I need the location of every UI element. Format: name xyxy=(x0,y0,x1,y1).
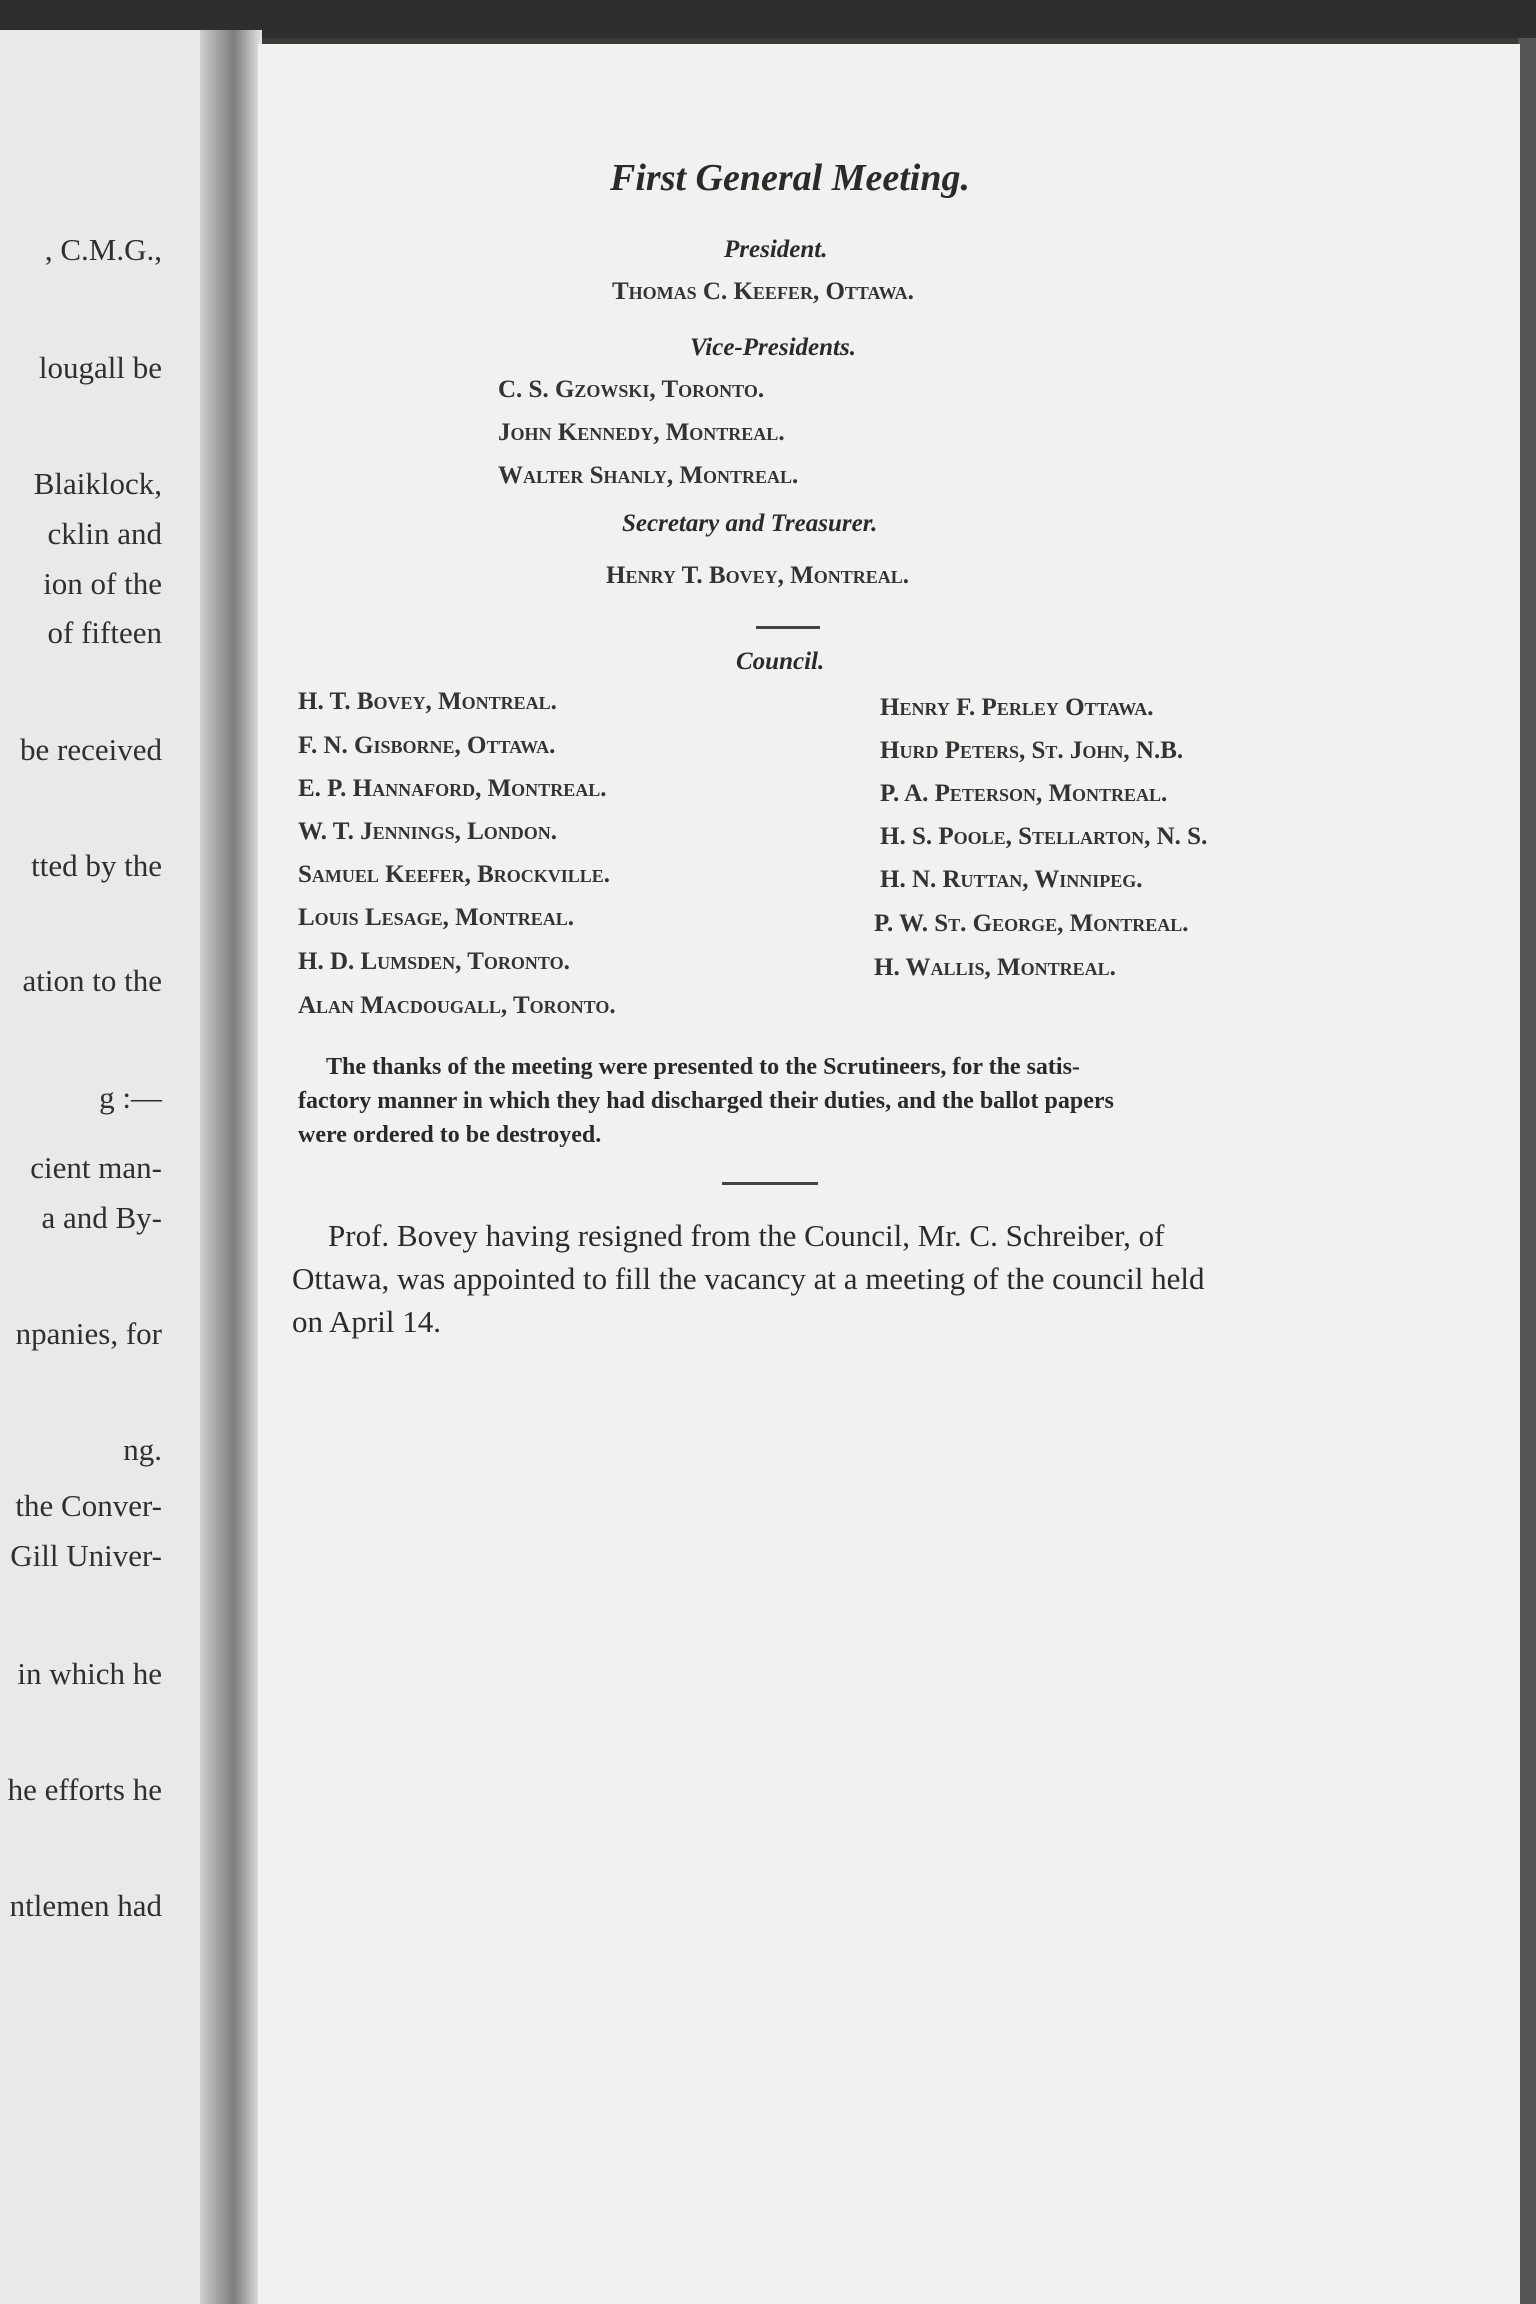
note-line: on April 14. xyxy=(292,1304,441,1339)
vice-president-entry: John Kennedy, Montreal. xyxy=(498,419,785,446)
left-fragment: , C.M.G., xyxy=(44,232,162,267)
council-member: Samuel Keefer, Brockville. xyxy=(298,861,611,888)
council-member: E. P. Hannaford, Montreal. xyxy=(298,775,607,802)
council-member: H. T. Bovey, Montreal. xyxy=(298,688,557,715)
thanks-line: The thanks of the meeting were presented to the Scrutineers, for the satis- xyxy=(326,1054,1080,1080)
vice-president-entry: C. S. Gzowski, Toronto. xyxy=(498,376,765,403)
left-fragment: npanies, for xyxy=(15,1316,162,1351)
left-fragment: be received xyxy=(20,732,162,767)
council-member: H. S. Poole, Stellarton, N. S. xyxy=(880,823,1208,850)
left-fragment: in which he xyxy=(17,1656,162,1691)
secretary-name: Henry T. Bovey, Montreal. xyxy=(606,562,909,589)
left-fragment: ng. xyxy=(123,1432,162,1467)
president-heading: President. xyxy=(724,236,828,263)
thanks-paragraph xyxy=(298,1050,1258,1152)
thanks-line: were ordered to be destroyed. xyxy=(298,1122,602,1148)
page-title: First General Meeting. xyxy=(610,157,970,199)
council-member: Alan Macdougall, Toronto. xyxy=(298,992,616,1019)
left-fragment: cklin and xyxy=(47,516,162,551)
vice-presidents-heading: Vice-Presidents. xyxy=(690,334,856,361)
left-fragment: tted by the xyxy=(31,848,162,883)
secretary-heading: Secretary and Treasurer. xyxy=(622,510,878,537)
divider-rule xyxy=(722,1182,818,1185)
council-heading: Council. xyxy=(736,648,825,675)
left-fragment: ation to the xyxy=(22,963,162,998)
left-fragment: lougall be xyxy=(38,350,162,385)
council-member: Louis Lesage, Montreal. xyxy=(298,904,574,931)
left-fragment: cient man- xyxy=(30,1150,162,1185)
council-member: H. D. Lumsden, Toronto. xyxy=(298,948,570,975)
thanks-line: factory manner in which they had discharged their duties, and the ballot papers xyxy=(298,1088,1114,1114)
vice-president-entry: Walter Shanly, Montreal. xyxy=(498,462,799,489)
scan-right-edge xyxy=(1518,38,1536,2304)
council-member: P. A. Peterson, Montreal. xyxy=(880,780,1168,807)
left-fragment: of fifteen xyxy=(47,615,162,650)
left-fragment: ntlemen had xyxy=(9,1888,162,1923)
note-line: Prof. Bovey having resigned from the Council, Mr. C. Schreiber, of xyxy=(328,1218,1165,1253)
council-member: F. N. Gisborne, Ottawa. xyxy=(298,732,556,759)
left-fragment: ion of the xyxy=(43,566,162,601)
president-name: Thomas C. Keefer, Ottawa. xyxy=(612,278,914,305)
book-gutter xyxy=(200,30,262,2304)
left-fragment: the Conver- xyxy=(15,1488,162,1523)
divider-rule xyxy=(756,626,820,629)
council-member: H. Wallis, Montreal. xyxy=(874,954,1116,981)
council-member: P. W. St. George, Montreal. xyxy=(874,910,1189,937)
council-vacancy-note xyxy=(292,1214,1252,1343)
council-member: H. N. Ruttan, Winnipeg. xyxy=(880,866,1143,893)
left-fragment: Blaiklock, xyxy=(33,466,162,501)
left-fragment: he efforts he xyxy=(7,1772,162,1807)
main-page xyxy=(258,44,1520,2304)
left-fragment: a and By- xyxy=(41,1200,162,1235)
council-member: Hurd Peters, St. John, N.B. xyxy=(880,737,1184,764)
left-page xyxy=(0,30,222,2304)
left-fragment: Gill Univer- xyxy=(10,1538,162,1573)
left-fragment: g :— xyxy=(99,1080,162,1115)
council-member: W. T. Jennings, London. xyxy=(298,818,558,845)
note-line: Ottawa, was appointed to fill the vacancy at a meeting of the council held xyxy=(292,1261,1205,1296)
council-member: Henry F. Perley Ottawa. xyxy=(880,694,1154,721)
